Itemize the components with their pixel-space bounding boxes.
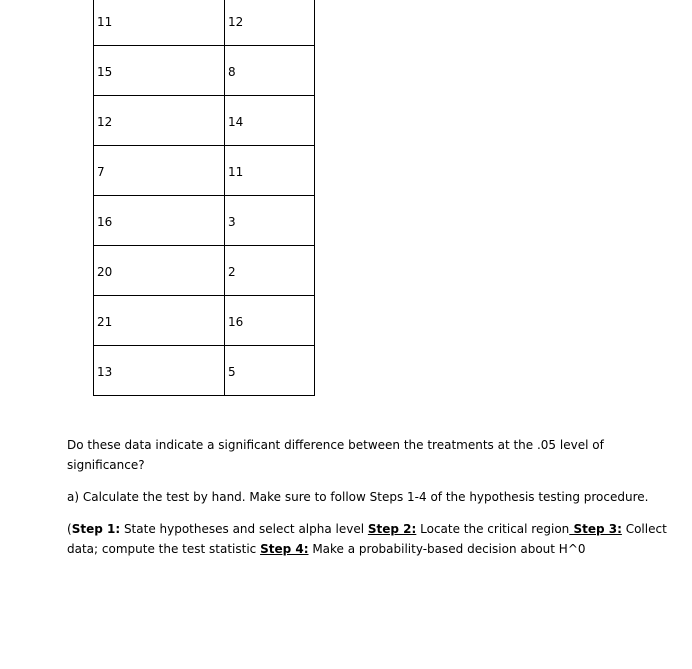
cell-value: 3 bbox=[228, 215, 236, 229]
cell-value: 12 bbox=[228, 15, 244, 29]
step-3-text: Collect data; compute the test statistic bbox=[67, 522, 667, 556]
cell-value: 14 bbox=[228, 115, 244, 129]
table-cell bbox=[225, 146, 315, 196]
table-cell bbox=[225, 346, 315, 396]
table-cell bbox=[94, 246, 225, 296]
table-cell bbox=[94, 0, 225, 46]
cell-value: 13 bbox=[97, 365, 113, 379]
table-row bbox=[94, 296, 315, 346]
table-row bbox=[94, 196, 315, 246]
data-table bbox=[93, 0, 315, 396]
cell-value: 16 bbox=[228, 315, 244, 329]
cell-value: 11 bbox=[228, 165, 244, 179]
cell-value: 5 bbox=[228, 365, 236, 379]
table-row bbox=[94, 46, 315, 96]
table-cell bbox=[94, 296, 225, 346]
step-1-text: State hypotheses and select alpha level bbox=[120, 522, 368, 536]
cell-value: 16 bbox=[97, 215, 113, 229]
table-cell bbox=[94, 346, 225, 396]
cell-value: 2 bbox=[228, 265, 236, 279]
table-row bbox=[94, 346, 315, 396]
step-3-label: Step 3: bbox=[569, 522, 622, 536]
step-2-label: Step 2: bbox=[367, 522, 417, 536]
table-cell bbox=[94, 146, 225, 196]
table-cell bbox=[225, 96, 315, 146]
table-row bbox=[94, 246, 315, 296]
question-text bbox=[67, 435, 667, 571]
cell-value: 8 bbox=[228, 65, 236, 79]
table-row bbox=[94, 0, 315, 46]
question-line-2: a) Calculate the test by hand. Make sure to follow Steps 1-4 of the hypothesis testing procedure. bbox=[67, 490, 649, 504]
step-4-text: Make a probability-based decision about H^0 bbox=[308, 542, 586, 556]
cell-value: 11 bbox=[97, 15, 113, 29]
cell-value: 7 bbox=[97, 165, 105, 179]
table-cell bbox=[94, 96, 225, 146]
cell-value: 15 bbox=[97, 65, 113, 79]
step-2-text: Locate the critical region bbox=[416, 522, 570, 536]
table-cell bbox=[94, 196, 225, 246]
cell-value: 12 bbox=[97, 115, 113, 129]
steps-paragraph bbox=[67, 519, 667, 559]
table-row bbox=[94, 96, 315, 146]
question-line-1: Do these data indicate a significant difference between the treatments at the .05 level of significance? bbox=[67, 438, 604, 472]
step-4-label: Step 4: bbox=[260, 542, 309, 556]
steps-open-paren: ( bbox=[67, 522, 72, 536]
table-cell bbox=[225, 246, 315, 296]
table-body bbox=[94, 0, 315, 396]
table-cell bbox=[225, 46, 315, 96]
table-cell bbox=[94, 46, 225, 96]
cell-value: 21 bbox=[97, 315, 113, 329]
table-row bbox=[94, 146, 315, 196]
step-1-label: Step 1: bbox=[71, 522, 121, 536]
table-cell bbox=[225, 296, 315, 346]
table-cell bbox=[225, 196, 315, 246]
cell-value: 20 bbox=[97, 265, 113, 279]
table-cell bbox=[225, 0, 315, 46]
